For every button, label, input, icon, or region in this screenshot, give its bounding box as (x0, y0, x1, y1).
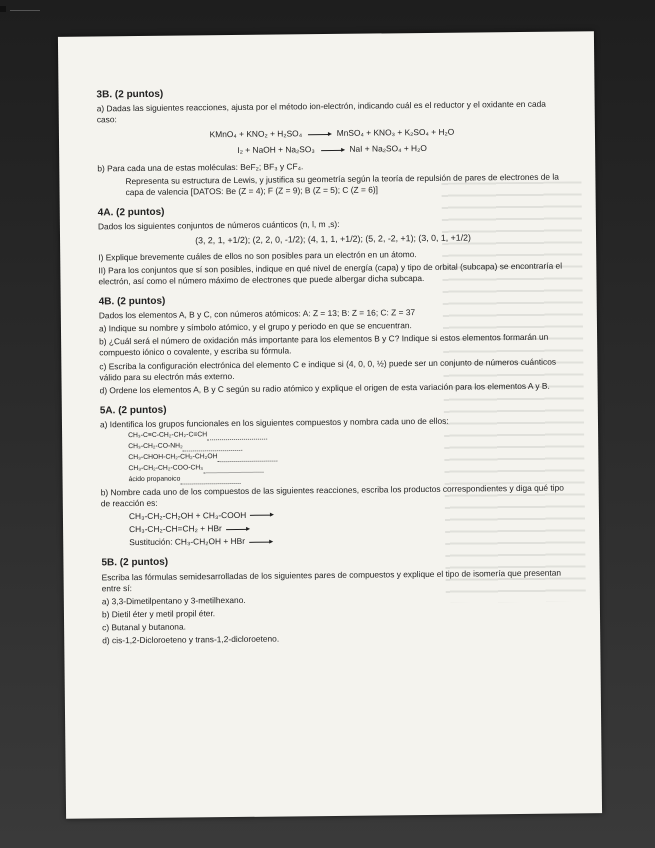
question-5a (100, 399, 571, 549)
question-title: 3B. (2 puntos) (96, 88, 164, 101)
question-part-d: d) cis-1,2-Dicloroeteno y trans-1,2-dicloroeteno. (102, 633, 280, 646)
question-4a (98, 201, 569, 287)
equation-right: MnSO₄ + KNO₃ + K₂SO₄ + H₂O (336, 127, 455, 139)
question-intro: Dados los siguientes conjuntos de números cuánticos (n, l, m ,s): (97, 218, 340, 232)
reaction-item: Sustitución: CH₃-CH₂OH + HBr (129, 533, 571, 549)
question-part-d: d) Ordene los elementos A, B y C según su radio atómico y explique el origen de esta variación para los elementos A y B. (99, 380, 550, 396)
question-title: 5B. (2 puntos) (101, 557, 169, 569)
question-part-i: I) Explique brevemente cuáles de ellos no son posibles para un electrón en un átomo. (98, 248, 417, 263)
scan-mark (0, 6, 6, 12)
question-part-a: a) Identifica los grupos funcionales en los siguientes compuestos y nombra cada uno de ellos: (99, 415, 449, 430)
arrow-icon (250, 515, 272, 516)
question-title: 5A. (2 puntos) (99, 404, 167, 417)
compound-item: CH₃-CHOH-CH₂-CH₂-CH₂OH (128, 450, 570, 464)
question-5b (101, 552, 572, 647)
question-part-c: c) Escriba la configuración electrónica del elemento C e indique si (4, 0, 0, ½) puede ser un conjunto de números cuánticos válido para su electrón más externo. (99, 356, 557, 383)
answer-blank (203, 472, 263, 474)
question-intro: Escriba las fórmulas semidesarrolladas de los siguientes pares de compuestos y explique el tipo de isomería que presentan entre sí: (101, 567, 562, 594)
exam-page (58, 31, 602, 819)
question-part-a: a) Dadas las siguientes reacciones, ajusta por el método ion-electrón, indicando cuál es el reductor y el oxidante en cada caso: (96, 98, 546, 125)
answer-blank (183, 450, 243, 452)
question-4b (99, 291, 570, 397)
arrow-icon (308, 134, 330, 135)
question-3b (96, 84, 567, 199)
arrow-icon (249, 541, 271, 542)
answer-blank (180, 483, 240, 485)
arrow-icon (321, 150, 343, 151)
arrow-icon (226, 528, 248, 529)
compound-list (128, 428, 571, 485)
question-part-b-line1: b) Para cada una de estas moléculas: BeF₂; BF₃ y CF₄. (97, 160, 304, 173)
equation-left: I₂ + NaOH + Na₂SO₃ (237, 144, 315, 156)
equation-right: NaI + Na₂SO₄ + H₂O (349, 143, 427, 155)
equation-2 (97, 142, 567, 158)
question-part-b: b) Nombre cada uno de los compuestos de las siguientes reacciones, escriba los productos correspondientes y diga qué tipo de reacción es: (100, 482, 564, 509)
question-part-c: c) Butanal y butanona. (102, 621, 186, 633)
reaction-list (129, 507, 571, 549)
compound-item: CH₃-CH₂-CO-NH₂ (128, 439, 570, 453)
reaction-item: CH₃-CH₂-CH₂OH + CH₃-COOH (129, 507, 571, 523)
scan-line (10, 10, 40, 11)
compound-item: ácido propanoico (129, 471, 571, 485)
question-intro: Dados los elementos A, B y C, con números atómicos: A: Z = 13; B: Z = 16; C: Z = 37 (98, 307, 416, 321)
question-part-b: b) ¿Cuál será el número de oxidación más importante para los elementos B y C? Indique si estos elementos formarán un compuesto iónico o covalente, y escriba su fórmula. (99, 332, 549, 358)
reaction-item: CH₃-CH₂-CH=CH₂ + HBr (129, 520, 571, 536)
compound-item: CH₃-C≡C-CH₂-CH₂-C≡CH (128, 428, 570, 442)
exam-content (96, 76, 572, 649)
question-part-ii: II) Para los conjuntos que sí son posibles, indique en qué nivel de energía (capa) y tipo de orbital (subcapa) se encontraría el electrón, así como el número máximo de electrones que puede albergar dicha subcapa. (98, 260, 563, 287)
quantum-number-sets: (3, 2, 1, +1/2); (2, 2, 0, -1/2); (4, 1, 1, +1/2); (5, 2, -2, +1); (3, 0, 1, +1/2) (195, 232, 471, 246)
question-part-a: a) Indique su nombre y símbolo atómico, y el grupo y periodo en que se encuentran. (98, 320, 412, 334)
equation-1 (97, 126, 567, 142)
question-part-a: a) 3,3-Dimetilpentano y 3-metilhexano. (101, 594, 246, 607)
question-title: 4A. (2 puntos) (97, 206, 165, 219)
equation-left: KMnO₄ + KNO₂ + H₂SO₄ (209, 128, 303, 140)
answer-blank (218, 461, 278, 463)
compound-item: CH₃-CH₂-CH₂-COO-CH₃ (128, 461, 570, 475)
question-part-b: b) Dietil éter y metil propil éter. (101, 608, 216, 620)
question-part-b-line2: Representa su estructura de Lewis, y justifica su geometría según la teoría de repulsión de pares de electrones de la capa de valencia [DATOS: Be (Z = 4); F (Z = 9); B (Z = 5); C (Z = 6)] (125, 171, 559, 197)
question-title: 4B. (2 puntos) (98, 295, 166, 308)
answer-blank (207, 439, 267, 441)
